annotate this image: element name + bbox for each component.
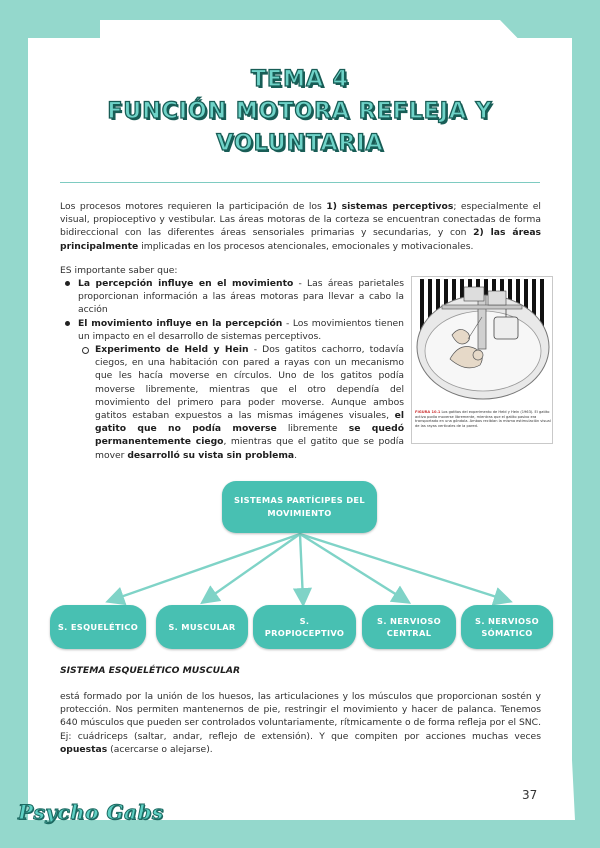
diagram-root-node: SISTEMAS PARTÍCIPES DEL MOVIMIENTO xyxy=(222,481,377,533)
bullet-2-text: - Los movimientos tienen un impacto en el desarrollo de sistemas perceptivos. xyxy=(78,317,405,342)
sub-bold-1: el gatito que no podía moverse xyxy=(95,410,404,435)
section-bold-1: opuestas xyxy=(60,743,108,755)
brand-logo: Psycho Gabs xyxy=(18,800,164,824)
bullet-1-bold: La percepción influye en el movimiento xyxy=(78,278,294,289)
sub-bold-3: desarrolló su vista sin problema xyxy=(127,449,295,461)
node-propioceptivo: S. PROPIOCEPTIVO xyxy=(253,605,356,649)
section-paragraph xyxy=(60,690,541,756)
bullet-1-text: - Las áreas parietales proporcionan información a las áreas motoras para llevar a cabo la acción xyxy=(78,278,404,316)
sub-text-1: - Dos gatitos cachorro, todavía ciegos, en una habitación con pared a rayas con un mecanismo que les hacía moverse en círculos. Uno de los gatitos podía moverse libremente, mientras que el otro dependía del movimiento del primero para poder moverse. Aunque ambos gatitos estaban expuestos a las mismas imágenes visuales, xyxy=(95,344,404,422)
intro-text-2: ; especialmente el visual, propioceptivo y vestibular. Las áreas motoras de la corteza se encuentran conectadas de forma bidireccional con las diferentes áreas sensoriales primarias y secundarias, y con xyxy=(60,201,541,239)
kitten-experiment-figure xyxy=(411,276,553,444)
carousel-illustration xyxy=(412,277,553,407)
sub-bullet-held-hein xyxy=(78,343,404,462)
intro-text-3: implicadas en los procesos atencionales, emocionales y motivacionales. xyxy=(138,240,474,252)
es-label: ES importante saber que: xyxy=(60,265,178,276)
page-number: 37 xyxy=(522,788,538,802)
section-heading: SISTEMA ESQUELÉTICO MUSCULAR xyxy=(60,665,241,676)
title-divider xyxy=(60,182,540,183)
title-line-3: VOLUNTARIA xyxy=(216,131,384,156)
bullet-movimiento xyxy=(60,317,404,462)
title-line-1: TEMA 4 xyxy=(251,67,349,92)
caption-text: Los gatitos del experimento de Held y Hein (1963). El gatito activo podía moverse libremente, mientras que el gatito pasivo era transportado en una góndola. Ambos recibían la misma estimulación visual de las rayas verticales de la pared. xyxy=(415,410,551,428)
sub-bold-2: se quedó permanentemente ciego xyxy=(95,423,405,448)
bullet-list xyxy=(60,277,404,462)
intro-paragraph xyxy=(60,200,541,253)
sub-text-2: libremente xyxy=(276,423,349,435)
section-text-2: (acercarse o alejarse). xyxy=(107,743,213,755)
section-text-1: está formado por la unión de los huesos, las articulaciones y los músculos que proporcionan sostén y protección. Nos permiten mantenernos de pie, restringir el movimiento y hacer de palanca. Tenemos 640 músculos que pueden ser controlados voluntariamente, rítmicamente o de forma refleja por el SNC. Ej: cuádriceps (saltar, andar, reflejo de extensión). Y que compiten por acciones muchas veces xyxy=(60,691,541,742)
sub-text-4: . xyxy=(294,449,298,461)
bullet-2-bold: El movimiento influye en la percepción xyxy=(78,317,283,329)
sub-text-3: , mientras que el gatito que se podía mover xyxy=(95,436,404,461)
node-esqueletico: S. ESQUELÉTICO xyxy=(50,605,146,649)
page-title xyxy=(60,64,540,160)
node-nervioso-central: S. NERVIOSO CENTRAL xyxy=(362,605,456,649)
title-line-2: FUNCIÓN MOTORA REFLEJA Y xyxy=(107,99,493,124)
sub-bold-title: Experimento de Held y Hein xyxy=(95,344,249,356)
caption-label: FIGURA 10.1 xyxy=(415,410,441,414)
intro-text-1: Los procesos motores requieren la participación de los xyxy=(60,201,327,212)
sub-bullet-list xyxy=(78,343,404,462)
bullet-percepcion xyxy=(60,277,404,317)
figure-caption xyxy=(415,410,551,428)
intro-bold-2: 2) las áreas principalmente xyxy=(60,227,542,252)
node-muscular: S. MUSCULAR xyxy=(156,605,248,649)
node-nervioso-somatico: S. NERVIOSO SÓMATICO xyxy=(461,605,553,649)
intro-bold-1: 1) sistemas perceptivos xyxy=(326,201,454,212)
